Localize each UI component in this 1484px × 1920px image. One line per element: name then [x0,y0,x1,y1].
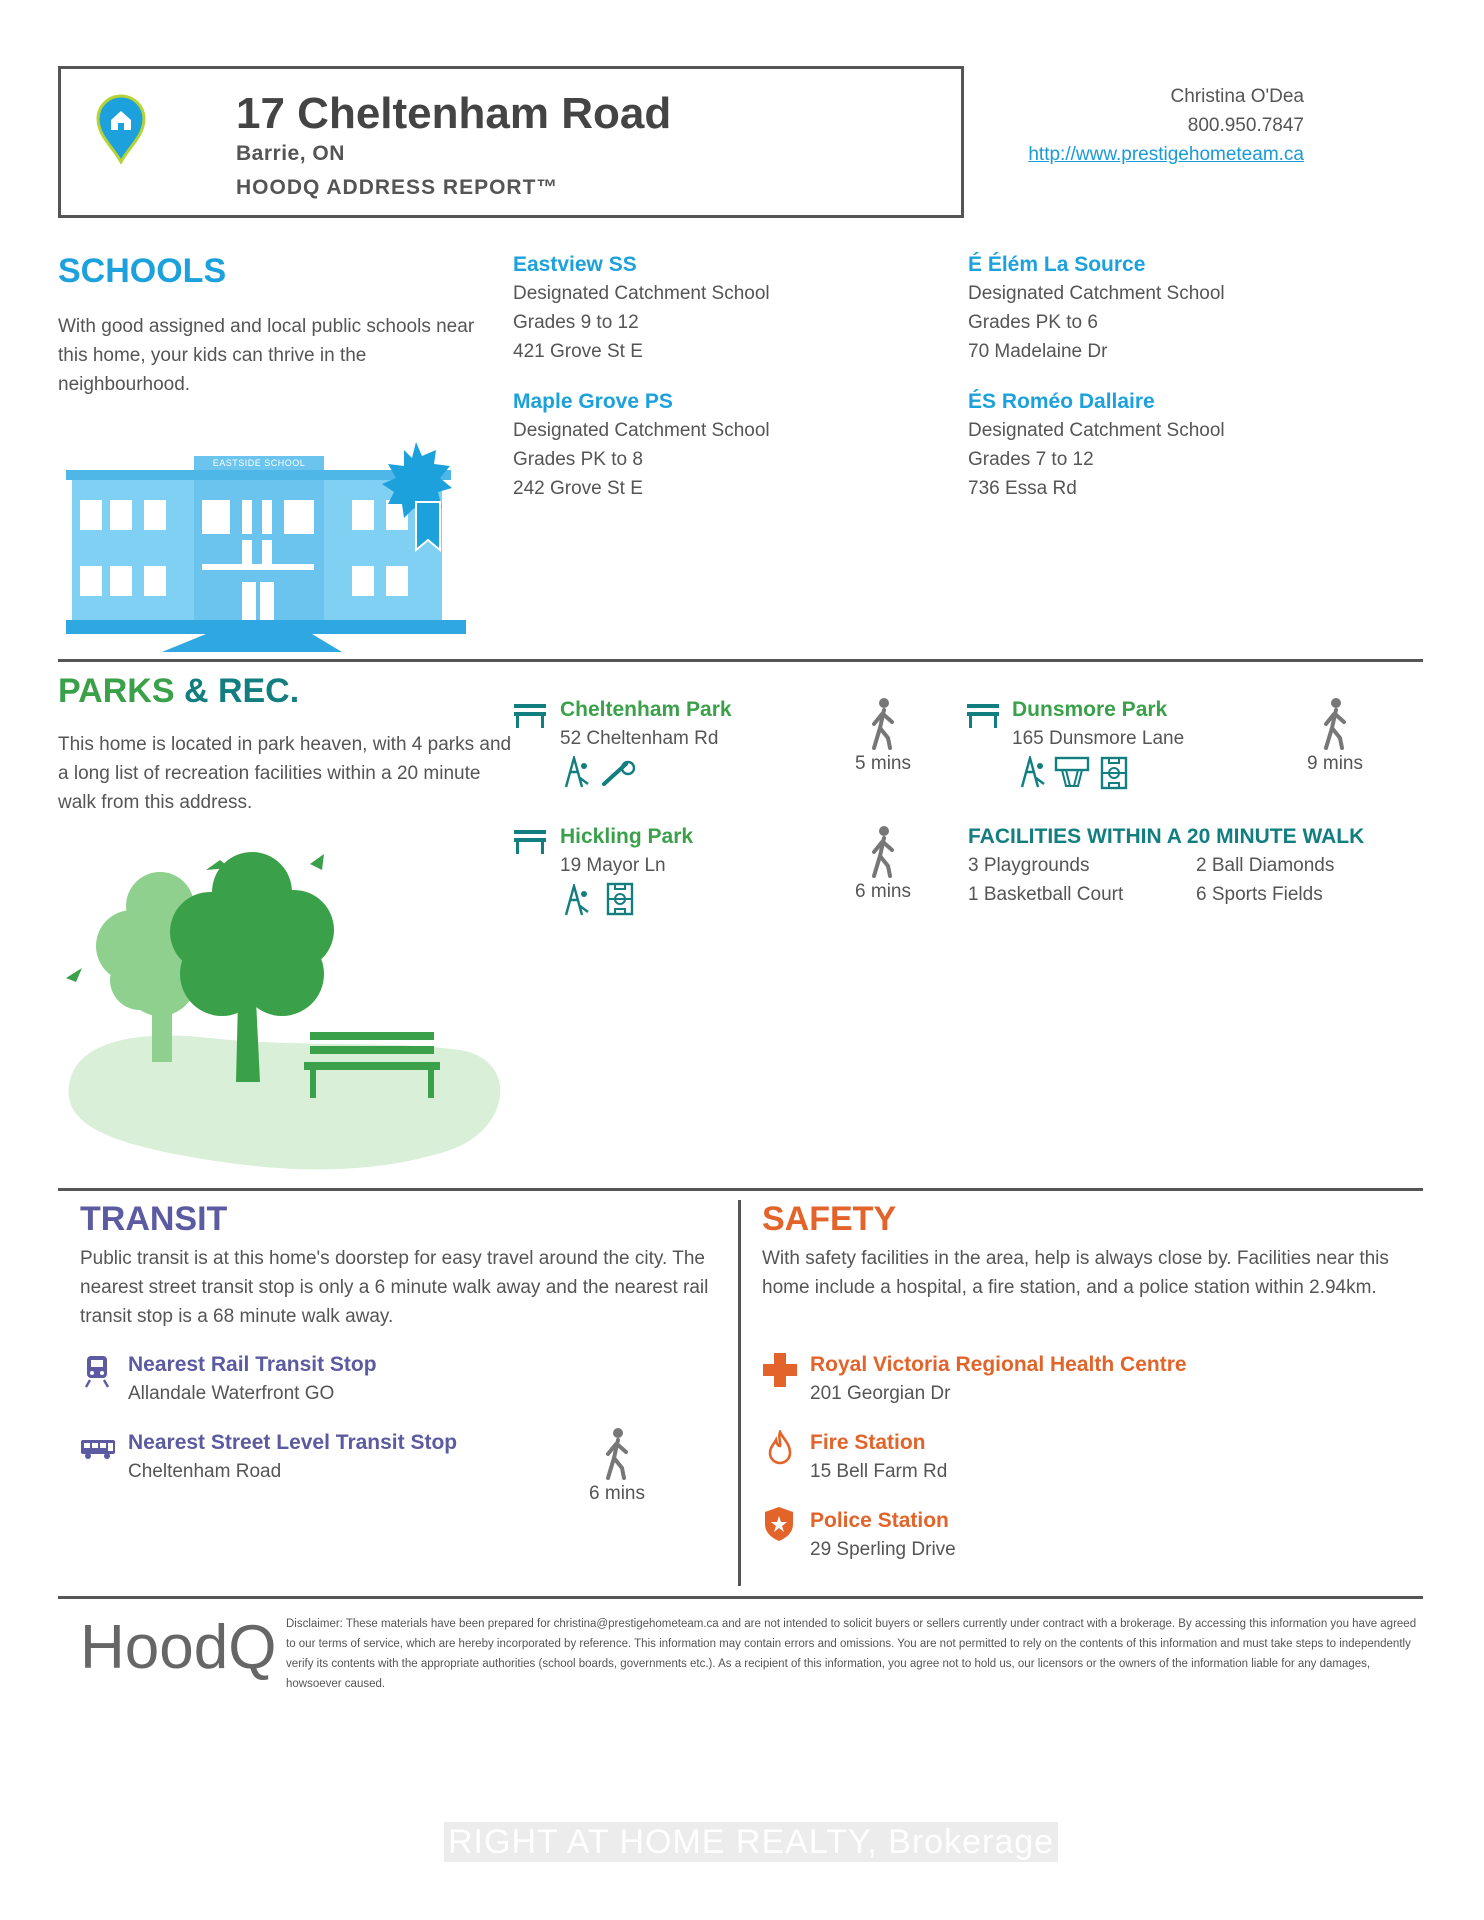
section-divider [58,659,1423,662]
school-grades: Grades 9 to 12 [513,312,639,333]
safety-address: 201 Georgian Dr [810,1383,951,1404]
bus-icon [80,1438,116,1460]
school-address: 242 Grove St E [513,478,643,499]
school-type: Designated Catchment School [513,283,770,304]
playground-icon [562,884,590,916]
safety-name[interactable]: Police Station [810,1509,949,1532]
basketball-icon [1054,756,1090,788]
school-sign-text: EASTSIDE SCHOOL [212,458,306,468]
school-address: 421 Grove St E [513,341,643,362]
ball-diamond-icon [600,756,636,788]
parks-title-a: PARKS [58,672,175,710]
parks-title-b: & REC. [183,672,300,710]
walk-time: 5 mins [855,753,911,774]
park-name[interactable]: Cheltenham Park [560,698,732,721]
school-item [968,387,1225,503]
school-type: Designated Catchment School [968,420,1225,441]
police-badge-icon [764,1506,794,1542]
walk-time: 6 mins [589,1483,645,1504]
school-item [968,250,1225,366]
safety-item [810,1506,956,1564]
bench-icon [966,702,1000,730]
safety-name[interactable]: Fire Station [810,1431,926,1454]
walk-time: 6 mins [855,881,911,902]
safety-item [810,1428,947,1486]
park-item [1012,695,1184,753]
agent-website-link[interactable]: http://www.prestigehometeam.ca [1028,144,1304,165]
schools-description: With good assigned and local public schools near this home, your kids can thrive in the neighbourhood. [58,316,475,395]
park-illustration [60,850,510,1180]
facilities-title: FACILITIES WITHIN A 20 MINUTE WALK [968,825,1365,848]
rail-stop-name: Allandale Waterfront GO [128,1383,335,1404]
safety-address: 15 Bell Farm Rd [810,1461,948,1482]
address-title: 17 Cheltenham Road [236,89,672,138]
disclaimer-text: Disclaimer: These materials have been prepared for christina@prestigehometeam.ca and are not intended to solicit buyers or sellers currently under contract with a brokerage. By accessing this information you have agreed to our terms of service, which are hereby incorporated by reference. This information may contain errors and omissions. You are not permitted to rely on the contents of this information and must take steps to independently verify its contents with the appropriate authorities (school boards, governments etc.). As a recipient of this information, you agree not to hold us, our licensors or the owners of the information liable for any damages, howsoever caused. [286,1618,1417,1690]
report-label: HOODQ ADDRESS REPORT™ [236,176,559,199]
train-icon [84,1354,110,1388]
walking-person-icon [868,826,898,878]
street-stop-label[interactable]: Nearest Street Level Transit Stop [128,1431,458,1454]
agent-name: Christina O'Dea [1170,86,1304,107]
bench-icon [513,828,547,856]
school-name[interactable]: É Élém La Source [968,253,1146,276]
street-stop-name: Cheltenham Road [128,1461,282,1482]
facility-item: 2 Ball Diamonds [1196,855,1335,876]
facility-item: 1 Basketball Court [968,884,1124,905]
school-address: 736 Essa Rd [968,478,1077,499]
section-divider [58,1596,1423,1599]
facility-item: 6 Sports Fields [1196,884,1323,905]
address-city: Barrie, ON [236,142,345,165]
fire-icon [768,1430,792,1466]
parks-description: This home is located in park heaven, with 4 parks and a long list of recreation facilities within a 20 minute walk from this address. [58,734,512,813]
location-pin-icon [94,92,148,164]
school-name[interactable]: ÉS Roméo Dallaire [968,390,1155,413]
park-name[interactable]: Hickling Park [560,825,694,848]
park-name[interactable]: Dunsmore Park [1012,698,1168,721]
school-name[interactable]: Maple Grove PS [513,390,673,413]
school-type: Designated Catchment School [513,420,770,441]
school-item [513,387,770,503]
schools-title: SCHOOLS [58,252,227,290]
safety-item [810,1350,1187,1408]
walking-person-icon [868,698,898,750]
parks-title [58,670,299,712]
walk-time: 9 mins [1307,753,1363,774]
street-stop-item [128,1428,457,1486]
school-item [513,250,770,366]
safety-name[interactable]: Royal Victoria Regional Health Centre [810,1353,1187,1376]
school-grades: Grades 7 to 12 [968,449,1094,470]
sports-field-icon [1100,756,1128,790]
park-address: 52 Cheltenham Rd [560,728,719,749]
section-divider [58,1188,1423,1191]
hospital-cross-icon [762,1352,798,1388]
school-grades: Grades PK to 6 [968,312,1098,333]
rail-stop-item [128,1350,377,1408]
brokerage-watermark: RIGHT AT HOME REALTY, Brokerage [444,1822,1058,1862]
school-grades: Grades PK to 8 [513,449,643,470]
walking-person-icon [602,1428,632,1480]
playground-icon [1018,756,1046,788]
safety-title: SAFETY [762,1200,897,1238]
agent-phone: 800.950.7847 [1187,115,1304,136]
hoodq-logo: HoodQ [80,1613,277,1682]
school-name[interactable]: Eastview SS [513,253,637,276]
bench-icon [513,702,547,730]
sports-field-icon [606,882,634,916]
facility-item: 3 Playgrounds [968,855,1090,876]
column-divider [738,1200,741,1586]
school-address: 70 Madelaine Dr [968,341,1108,362]
safety-address: 29 Sperling Drive [810,1539,956,1560]
rail-stop-label[interactable]: Nearest Rail Transit Stop [128,1353,377,1376]
playground-icon [562,756,590,788]
park-item [560,822,693,880]
transit-title: TRANSIT [80,1200,228,1238]
walking-person-icon [1320,698,1350,750]
park-item [560,695,732,753]
safety-description: With safety facilities in the area, help is always close by. Facilities near this home include a hospital, a fire station, and a police station within 2.94km. [762,1248,1389,1298]
transit-description: Public transit is at this home's doorstep for easy travel around the city. The nearest street transit stop is only a 6 minute walk away and the nearest rail transit stop is a 68 minute walk away. [80,1248,709,1327]
school-type: Designated Catchment School [968,283,1225,304]
park-address: 165 Dunsmore Lane [1012,728,1185,749]
school-building-illustration [66,442,476,652]
park-address: 19 Mayor Ln [560,855,666,876]
